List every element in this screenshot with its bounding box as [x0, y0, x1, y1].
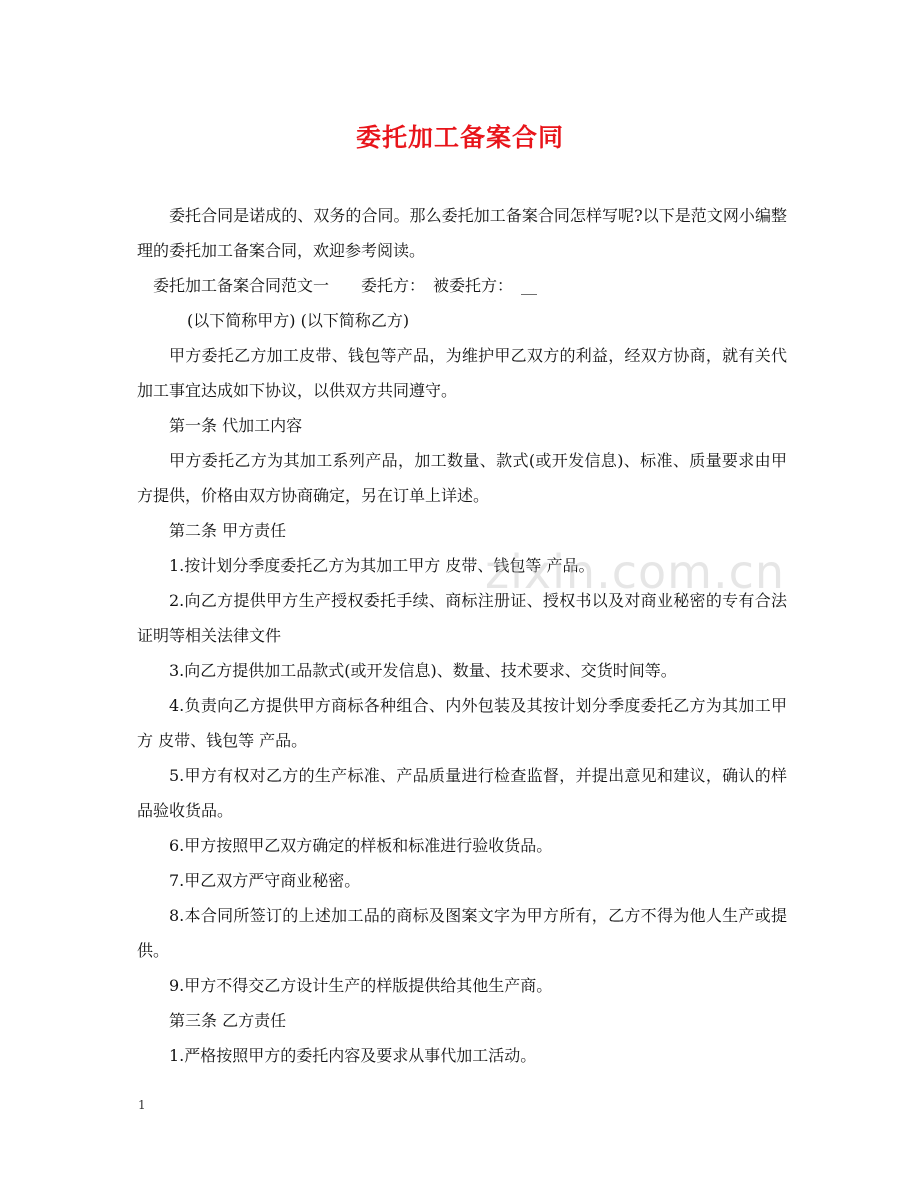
article-2-item-7: 7.甲乙双方严守商业秘密。 — [169, 871, 361, 890]
article-3-heading: 第三条 乙方责任 — [169, 1011, 287, 1030]
article-2-item-9: 9.甲方不得交乙方设计生产的样版提供给其他生产商。 — [169, 976, 553, 995]
preamble-paragraph: 甲方委托乙方加工皮带、钱包等产品，为维护甲乙双方的利益，经双方协商，就有关代加工事宜达成如下协议，以供双方共同遵守。 — [137, 346, 787, 400]
parties-line: 委托加工备案合同范文一 委托方： 被委托方： __ — [153, 276, 538, 295]
article-2-item-5: 5.甲方有权对乙方的生产标准、产品质量进行检查监督，并提出意见和建议，确认的样品验收货品。 — [137, 766, 787, 820]
article-2-item-8: 8.本合同所签订的上述加工品的商标及图案文字为甲方所有，乙方不得为他人生产或提供。 — [137, 906, 787, 960]
watermark: zixin.com.cn — [485, 545, 786, 599]
article-1-heading: 第一条 代加工内容 — [169, 416, 303, 435]
document-title: 委托加工备案合同 — [355, 123, 564, 152]
article-2-item-6: 6.甲方按照甲乙双方确定的样板和标准进行验收货品。 — [169, 836, 553, 855]
article-3-item-1: 1.严格按照甲方的委托内容及要求从事代加工活动。 — [169, 1046, 537, 1065]
article-2-item-1: 1.按计划分季度委托乙方为其加工甲方 皮带、钱包等 产品。 — [169, 556, 595, 575]
page-number: 1 — [138, 1098, 146, 1112]
article-1-text: 甲方委托乙方为其加工系列产品，加工数量、款式(或开发信息)、标准、质量要求由甲方提供，价格由双方协商确定，另在订单上详述。 — [137, 451, 787, 505]
party-abbreviations: (以下简称甲方) (以下简称乙方) — [187, 311, 410, 330]
article-2-item-3: 3.向乙方提供加工品款式(或开发信息)、数量、技术要求、交货时间等。 — [169, 661, 677, 680]
article-2-item-2: 2.向乙方提供甲方生产授权委托手续、商标注册证、授权书以及对商业秘密的专有合法证明等相关法律文件 — [137, 591, 787, 645]
intro-paragraph: 委托合同是诺成的、双务的合同。那么委托加工备案合同怎样写呢?以下是范文网小编整理的委托加工备案合同，欢迎参考阅读。 — [137, 206, 787, 260]
article-2-heading: 第二条 甲方责任 — [169, 521, 287, 540]
article-2-item-4: 4.负责向乙方提供甲方商标各种组合、内外包装及其按计划分季度委托乙方为其加工甲方 皮带、钱包等 产品。 — [137, 696, 787, 750]
